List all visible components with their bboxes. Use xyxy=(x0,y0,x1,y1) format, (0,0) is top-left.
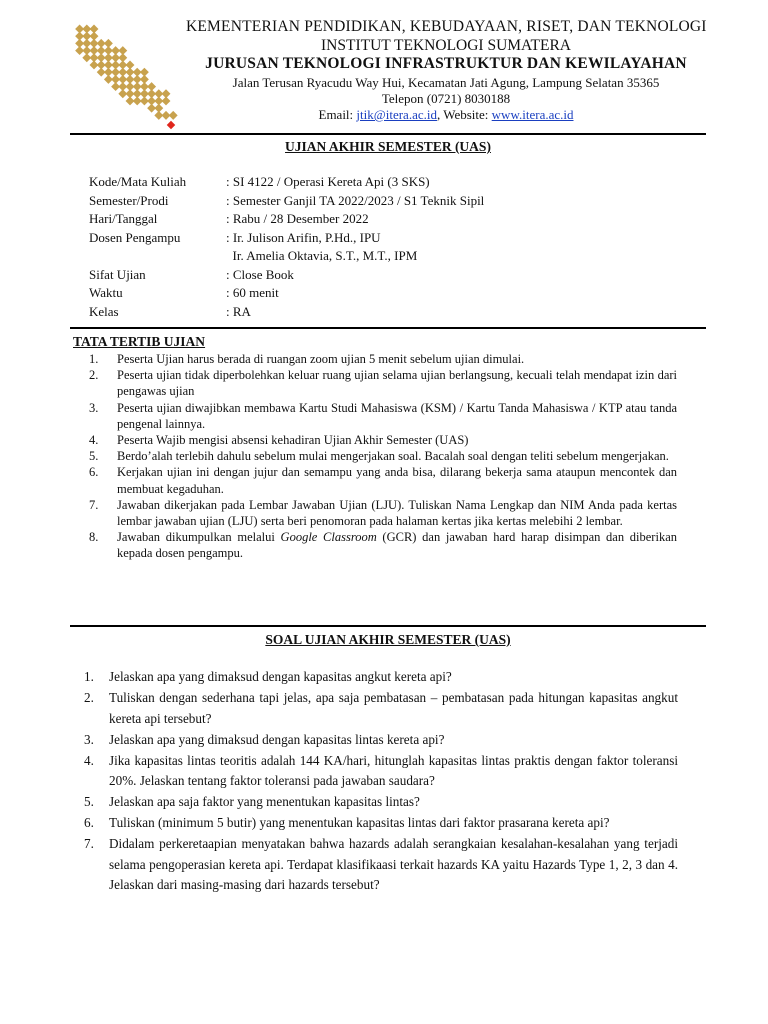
info-row xyxy=(89,229,484,248)
info-label: Dosen Pengampu xyxy=(89,229,181,245)
rules-title: TATA TERTIB UJIAN xyxy=(73,334,206,349)
rule-text: Berdo’alah terlebih dahulu sebelum mulai mengerjakan soal. Bacalah soal dengan teliti sebelum mengerjakan. xyxy=(117,449,669,464)
info-label: Hari/Tanggal xyxy=(89,211,158,226)
info-value: Ir. Amelia Oktavia, S.T., M.T., IPM xyxy=(226,248,418,263)
info-row xyxy=(89,247,484,266)
question-text: Tuliskan (minimum 5 butir) yang menentukan kapasitas lintas dari faktor prasarana kereta api? xyxy=(109,815,610,830)
questions-title: SOAL UJIAN AKHIR SEMESTER (UAS) xyxy=(265,632,511,647)
rule-item xyxy=(89,448,677,464)
website-link[interactable]: www.itera.ac.id xyxy=(491,107,574,122)
info-divider xyxy=(70,327,706,329)
rule-number: 8. xyxy=(89,530,99,545)
question-number: 5. xyxy=(84,794,94,809)
info-label: Semester/Prodi xyxy=(89,192,169,208)
info-label: Sifat Ujian xyxy=(89,266,146,282)
rules-divider xyxy=(70,625,706,627)
email-link[interactable]: jtik@itera.ac.id xyxy=(356,107,437,122)
question-text: Jelaskan apa saja faktor yang menentukan kapasitas lintas? xyxy=(109,794,420,809)
rule-text: Kerjakan ujian ini dengan jujur dan semampu yang anda bisa, dilarang bekerja sama ataupun mencontek dan membuat kegaduhan. xyxy=(117,465,677,496)
rule-item xyxy=(89,400,677,432)
rules-list xyxy=(89,351,677,562)
exam-info-table xyxy=(89,173,484,321)
rule-item xyxy=(89,529,677,561)
info-row xyxy=(89,303,484,322)
rule-text: Peserta ujian tidak diperbolehkan keluar ruang ujian selama ujian berlangsung, kecuali telah mendapat izin dari pengawas ujian xyxy=(117,368,677,399)
question-item xyxy=(84,792,678,813)
rule-text: Peserta ujian diwajibkan membawa Kartu Studi Mahasiswa (KSM) / Kartu Tanda Mahasiswa / KTP atau tanda pengenal lainnya. xyxy=(117,400,677,431)
rule-text-italic: Google Classroom xyxy=(280,530,377,545)
header-divider xyxy=(70,133,706,135)
info-label xyxy=(89,247,226,266)
info-label: Waktu xyxy=(89,285,123,300)
itera-logo xyxy=(70,24,182,136)
questions-list xyxy=(84,667,678,896)
question-text: Jelaskan apa yang dimaksud dengan kapasitas angkut kereta api? xyxy=(109,669,452,684)
question-item xyxy=(84,667,678,688)
rule-item xyxy=(89,367,677,399)
rule-number: 4. xyxy=(89,433,99,448)
rule-number: 5. xyxy=(89,449,99,464)
rule-number: 2. xyxy=(89,368,99,383)
address-line: Jalan Terusan Ryacudu Way Hui, Kecamatan Jati Agung, Lampung Selatan 35365 xyxy=(232,75,660,90)
info-row xyxy=(89,192,484,211)
question-number: 2. xyxy=(84,690,94,705)
rule-item xyxy=(89,351,677,367)
info-value: : 60 menit xyxy=(226,285,279,300)
website-label: , Website: xyxy=(436,107,492,122)
question-number: 1. xyxy=(84,669,94,684)
question-number: 3. xyxy=(84,731,94,747)
institute-name: INSTITUT TEKNOLOGI SUMATERA xyxy=(321,37,571,54)
info-value: : Close Book xyxy=(226,266,294,282)
info-row xyxy=(89,284,484,303)
phone-line: Telepon (0721) 8030188 xyxy=(381,91,511,106)
info-value: : RA xyxy=(226,303,251,319)
email-label: Email: xyxy=(318,107,357,122)
rule-item xyxy=(89,464,677,496)
rule-item xyxy=(89,432,677,448)
rule-text-part: Jawaban dikumpulkan melalui xyxy=(117,530,281,545)
rule-text: Jawaban dikerjakan pada Lembar Jawaban Ujian (LJU). Tuliskan Nama Lengkap dan NIM Anda pada kertas lembar jawaban ujian (LJU) serta beri penomoran pada halaman kertas jika kertas melebihi 2 lembar. xyxy=(117,497,677,529)
contact-line xyxy=(186,108,706,121)
logo-square xyxy=(169,111,178,120)
exam-title: UJIAN AKHIR SEMESTER (UAS) xyxy=(285,139,491,154)
info-row xyxy=(89,210,484,229)
question-item xyxy=(84,751,678,792)
question-item xyxy=(84,688,678,729)
rule-number: 7. xyxy=(89,497,99,512)
rule-number: 6. xyxy=(89,465,99,480)
question-item xyxy=(84,813,678,834)
rule-text-part: (GCR) dan jawaban hard harap disimpan dan diberikan kepada dosen pengampu. xyxy=(117,530,677,561)
info-label: Kelas xyxy=(89,303,119,319)
question-item xyxy=(84,834,678,896)
question-number: 4. xyxy=(84,752,94,768)
question-number: 6. xyxy=(84,815,94,830)
question-item xyxy=(84,730,678,751)
question-text: Didalam perkeretaapian menyatakan bahwa hazards adalah serangkaian kesalahan-kesalahan yang terjadi selama pengoperasian kereta api. Terdapat klasifikaasi terkait hazards KA yaitu Hazards Type 1, 2, 3 dan 4. Jelaskan dari masing-masing dari hazards tersebut? xyxy=(109,836,678,892)
rule-number: 3. xyxy=(89,400,99,415)
info-row xyxy=(89,173,484,192)
rule-text xyxy=(117,529,677,561)
question-text: Jelaskan apa yang dimaksud dengan kapasitas lintas kereta api? xyxy=(109,731,445,747)
rule-item xyxy=(89,497,677,529)
question-text: Tuliskan dengan sederhana tapi jelas, apa saja pembatasan – pembatasan pada hitungan kapasitas angkut kereta api tersebut? xyxy=(109,690,678,726)
rule-number: 1. xyxy=(89,352,99,366)
logo-square xyxy=(162,97,171,106)
department-name: JURUSAN TEKNOLOGI INFRASTRUKTUR DAN KEWILAYAHAN xyxy=(205,55,687,72)
info-value: : SI 4122 / Operasi Kereta Api (3 SKS) xyxy=(226,174,430,189)
info-row xyxy=(89,266,484,285)
info-value: : Rabu / 28 Desember 2022 xyxy=(226,211,369,226)
question-text: Jika kapasitas lintas teoritis adalah 144 KA/hari, hitunglah kapasitas lintas praktis dengan faktor toleransi 20%. Jelaskan tentang faktor toleransi pada jawaban saudara? xyxy=(109,752,678,788)
ministry-name: KEMENTERIAN PENDIDIKAN, KEBUDAYAAN, RISET, DAN TEKNOLOGI xyxy=(186,18,707,35)
logo-red-square xyxy=(167,121,175,129)
info-label: Kode/Mata Kuliah xyxy=(89,174,187,189)
info-value: : Ir. Julison Arifin, P.Hd., IPU xyxy=(226,229,381,245)
info-value: : Semester Ganjil TA 2022/2023 / S1 Teknik Sipil xyxy=(226,192,485,208)
rule-text: Peserta Wajib mengisi absensi kehadiran Ujian Akhir Semester (UAS) xyxy=(117,433,469,448)
rule-text: Peserta Ujian harus berada di ruangan zoom ujian 5 menit sebelum ujian dimulai. xyxy=(117,352,525,366)
question-number: 7. xyxy=(84,836,94,851)
